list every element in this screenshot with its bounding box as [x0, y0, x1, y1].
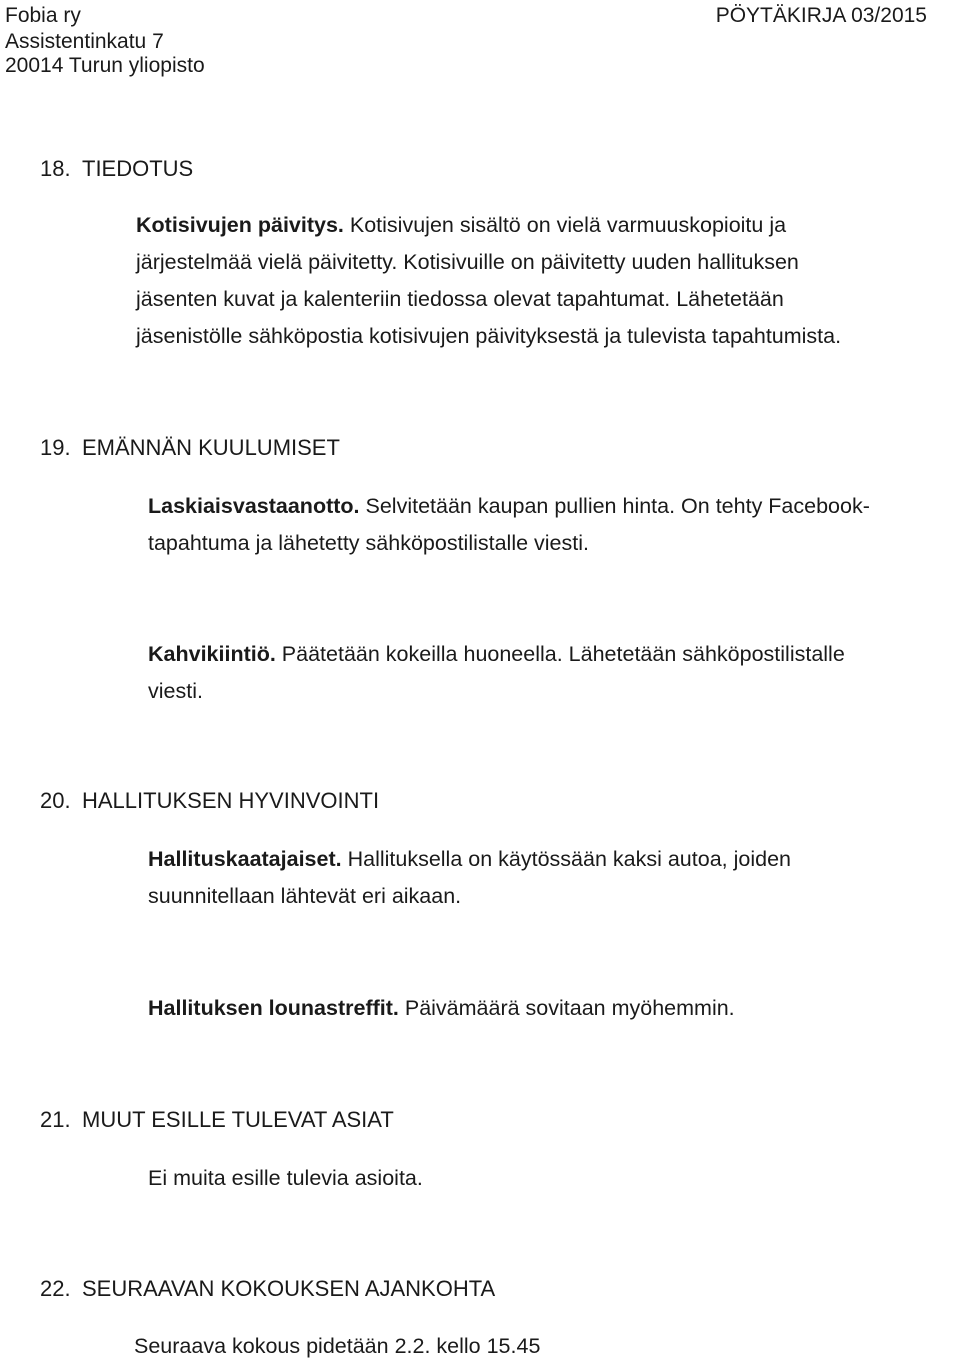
- paragraph-line: Ei muita esille tulevia asioita.: [148, 1166, 423, 1190]
- header-doc-id: PÖYTÄKIRJA 03/2015: [715, 4, 927, 27]
- paragraph-lead: Kotisivujen päivitys.: [136, 213, 344, 237]
- paragraph-line: Seuraava kokous pidetään 2.2. kello 15.45: [134, 1334, 541, 1358]
- section-title: HALLITUKSEN HYVINVOINTI: [82, 788, 380, 813]
- paragraph-line: jäsenten kuvat ja kalenteriin tiedossa olevat tapahtumat. Lähetetään: [136, 287, 784, 311]
- section-number: 19.: [40, 435, 71, 460]
- section-heading-21: [40, 1107, 394, 1133]
- section-title: MUUT ESILLE TULEVAT ASIAT: [82, 1107, 394, 1132]
- paragraph-lead: Kahvikiintiö.: [148, 642, 276, 666]
- section-title: EMÄNNÄN KUULUMISET: [82, 435, 340, 460]
- paragraph-line: Hallituksen lounastreffit. Päivämäärä sovitaan myöhemmin.: [148, 996, 735, 1020]
- paragraph-lead: Hallituksen lounastreffit.: [148, 996, 399, 1020]
- paragraph-seuraava-kokous: [134, 1328, 540, 1365]
- header-address: Assistentinkatu 7: [5, 30, 164, 53]
- paragraph-line: Hallituskaatajaiset. Hallituksella on käytössään kaksi autoa, joiden: [148, 847, 791, 871]
- section-number: 18.: [40, 156, 71, 181]
- section-number: 21.: [40, 1107, 71, 1132]
- section-heading-20: [40, 788, 379, 814]
- paragraph-lead: Laskiaisvastaanotto.: [148, 494, 360, 518]
- paragraph-line: Kotisivujen päivitys. Kotisivujen sisältö on vielä varmuuskopioitu ja: [136, 213, 787, 237]
- paragraph-lead: Hallituskaatajaiset.: [148, 847, 342, 871]
- paragraph-line: järjestelmää vielä päivitetty. Kotisivuille on päivitetty uuden hallituksen: [136, 250, 799, 274]
- paragraph-laskiaisvastaanotto: [148, 488, 870, 562]
- section-title: SEURAAVAN KOKOUKSEN AJANKOHTA: [82, 1276, 496, 1301]
- paragraph-hallituskaatajaiset: [148, 841, 791, 915]
- paragraph-line: viesti.: [148, 679, 203, 703]
- paragraph-line: tapahtuma ja lähetetty sähköpostilistalle viesti.: [148, 531, 589, 555]
- section-title: TIEDOTUS: [82, 156, 194, 181]
- paragraph-lounastreffit: [148, 990, 735, 1027]
- paragraph-line: suunnitellaan lähtevät eri aikaan.: [148, 884, 462, 908]
- paragraph-line: jäsenistölle sähköpostia kotisivujen päivityksestä ja tulevista tapahtumista.: [136, 324, 842, 348]
- header-org: Fobia ry: [5, 4, 81, 27]
- section-number: 20.: [40, 788, 71, 813]
- paragraph-line: Laskiaisvastaanotto. Selvitetään kaupan pullien hinta. On tehty Facebook-: [148, 494, 870, 518]
- header-postal: 20014 Turun yliopisto: [5, 54, 205, 77]
- paragraph-muut-asiat: [148, 1160, 423, 1197]
- section-number: 22.: [40, 1276, 71, 1301]
- paragraph-kotisivujen-paivitys: [136, 207, 841, 355]
- section-heading-19: [40, 435, 340, 461]
- section-heading-18: [40, 156, 193, 182]
- section-heading-22: [40, 1276, 495, 1302]
- paragraph-line: Kahvikiintiö. Päätetään kokeilla huoneella. Lähetetään sähköpostilistalle: [148, 642, 845, 666]
- paragraph-kahvikiintio: [148, 636, 845, 710]
